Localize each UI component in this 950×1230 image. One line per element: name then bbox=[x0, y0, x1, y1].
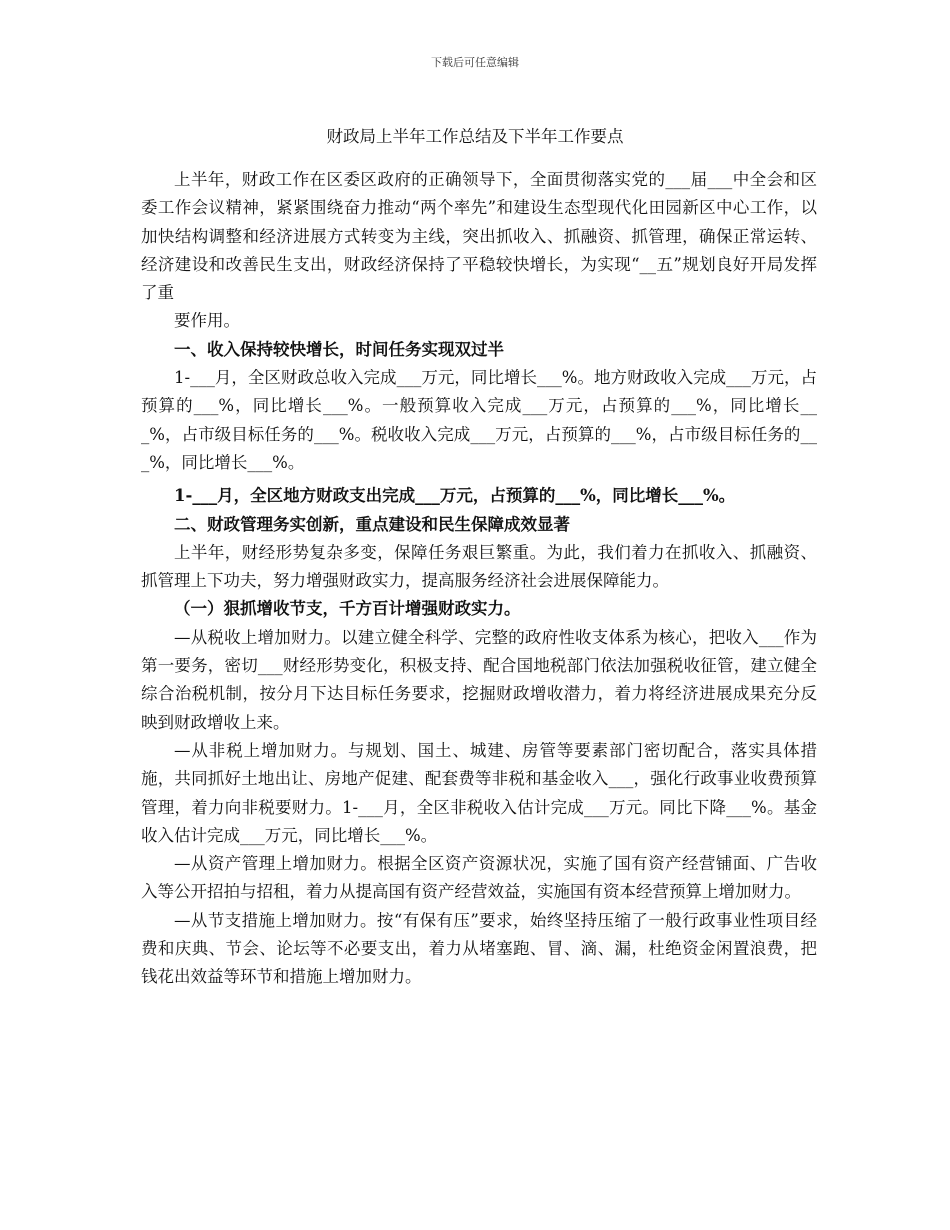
paragraph-intro-continued: 要作用。 bbox=[174, 311, 240, 331]
paragraph-overview: 上半年，财经形势复杂多变，保障任务艰巨繁重。为此，我们着力在抓收入、抓融资、抓管理上下功夫，努力增强财政实力，提高服务经济社会进展保障能力。 bbox=[141, 542, 817, 591]
paragraph-expenditure: 1-___月，全区地方财政支出完成___万元，占预算的___%，同比增长___%。 bbox=[174, 486, 736, 506]
section-heading-2: 二、财政管理务实创新，重点建设和民生保障成效显著 bbox=[174, 514, 570, 534]
paragraph-assets: —从资产管理上增加财力。根据全区资产资源状况，实施了国有资产经营铺面、广告收入等公开招拍与招租，着力从提高国有资产经营效益，实施国有资本经营预算上增加财力。 bbox=[141, 854, 817, 902]
paragraph-intro: 上半年，财政工作在区委区政府的正确领导下，全面贯彻落实党的___届___中全会和区委工作会议精神，紧紧围绕奋力推动“两个率先”和建设生态型现代化田园新区中心工作，以加快结构调整和经济进展方式转变为主线，突出抓收入、抓融资、抓管理，确保正常运转、经济建设和改善民生支出，财政经济保持了平稳较快增长，为实现“__五”规划良好开局发挥了重 bbox=[141, 170, 817, 303]
section-heading-1: 一、收入保持较快增长，时间任务实现双过半 bbox=[174, 339, 504, 359]
document-title: 财政局上半年工作总结及下半年工作要点 bbox=[326, 127, 624, 146]
paragraph-revenue: 1-___月，全区财政总收入完成___万元，同比增长___%。地方财政收入完成___万元，占预算的___%，同比增长___%。一般预算收入完成___万元，占预算的___%，同比增长___%，占市级目标任务的___%。税收收入完成___万元，占预算的___%，占市级目标任务的___%，同比增长___%。 bbox=[141, 368, 817, 472]
paragraph-non-tax: —从非税上增加财力。与规划、国土、城建、房管等要素部门密切配合，落实具体措施，共同抓好土地出让、房地产促建、配套费等非税和基金收入___，强化行政事业收费预算管理，着力向非税要财力。1-___月，全区非税收入估计完成___万元。同比下降___%。基金收入估计完成___万元，同比增长___%。 bbox=[141, 740, 817, 845]
paragraph-savings: —从节支措施上增加财力。按“有保有压”要求，始终坚持压缩了一般行政事业性项目经费和庆典、节会、论坛等不必要支出，着力从堵塞跑、冒、滴、漏，杜绝资金闲置浪费，把钱花出效益等环节和措施上增加财力。 bbox=[141, 910, 817, 987]
subsection-heading-1: （一）狠抓增收节支，千方百计增强财政实力。 bbox=[174, 599, 521, 619]
header-note: 下载后可任意编辑 bbox=[431, 56, 519, 69]
paragraph-tax: —从税收上增加财力。以建立健全科学、完整的政府性收支体系为核心，把收入___作为第一要务，密切___财经形势变化，积极支持、配合国地税部门依法加强税收征管，建立健全综合治税机制，按分月下达目标任务要求，挖掘财政增收潜力，着力将经济进展成果充分反映到财政增收上来。 bbox=[141, 627, 817, 732]
document-body bbox=[141, 166, 817, 992]
